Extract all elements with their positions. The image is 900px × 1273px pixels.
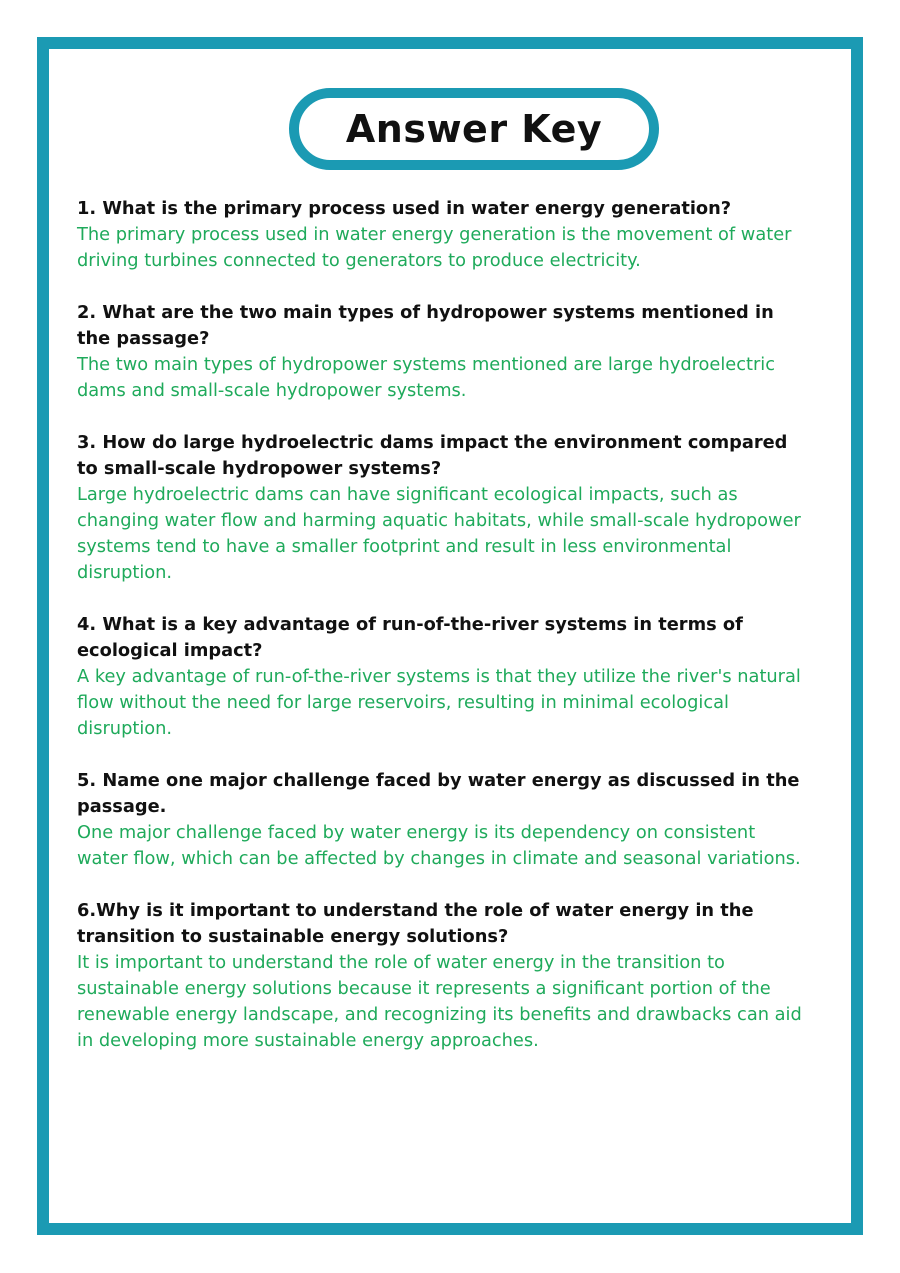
qa-item-4: [77, 612, 807, 742]
answer-1: The primary process used in water energy generation is the movement of water driving turbines connected to generators to produce electricity.: [77, 224, 792, 271]
answer-4: A key advantage of run-of-the-river systems is that they utilize the river's natural flow without the need for large reservoirs, resulting in minimal ecological disruption.: [77, 666, 801, 739]
qa-item-2: [77, 300, 807, 404]
question-4: 4. What is a key advantage of run-of-the-river systems in terms of ecological impact?: [77, 614, 743, 661]
question-2: 2. What are the two main types of hydropower systems mentioned in the passage?: [77, 302, 774, 349]
answer-5: One major challenge faced by water energy is its dependency on consistent water flow, which can be affected by changes in climate and seasonal variations.: [77, 822, 801, 869]
answer-2: The two main types of hydropower systems mentioned are large hydroelectric dams and small-scale hydropower systems.: [77, 354, 776, 401]
answer-3: Large hydroelectric dams can have significant ecological impacts, such as changing water flow and harming aquatic habitats, while small-scale hydropower systems tend to have a smaller footprint and result in less environmental disruption.: [77, 484, 801, 583]
title-banner: [289, 88, 659, 170]
qa-item-3: [77, 430, 807, 586]
qa-item-1: [77, 196, 807, 274]
question-3: 3. How do large hydroelectric dams impact the environment compared to small-scale hydropower systems?: [77, 432, 788, 479]
question-1: 1. What is the primary process used in water energy generation?: [77, 198, 732, 219]
page-frame: [37, 37, 863, 1235]
page-title: Answer Key: [345, 107, 603, 151]
qa-list: [77, 196, 807, 1080]
qa-item-5: [77, 768, 807, 872]
answer-6: It is important to understand the role of water energy in the transition to sustainable energy solutions because it represents a significant portion of the renewable energy landscape, and recognizing its benefits and drawbacks can aid in developing more sustainable energy approaches.: [77, 952, 802, 1051]
qa-item-6: [77, 898, 807, 1054]
question-6: 6.Why is it important to understand the role of water energy in the transition to sustainable energy solutions?: [77, 900, 754, 947]
question-5: 5. Name one major challenge faced by water energy as discussed in the passage.: [77, 770, 800, 817]
